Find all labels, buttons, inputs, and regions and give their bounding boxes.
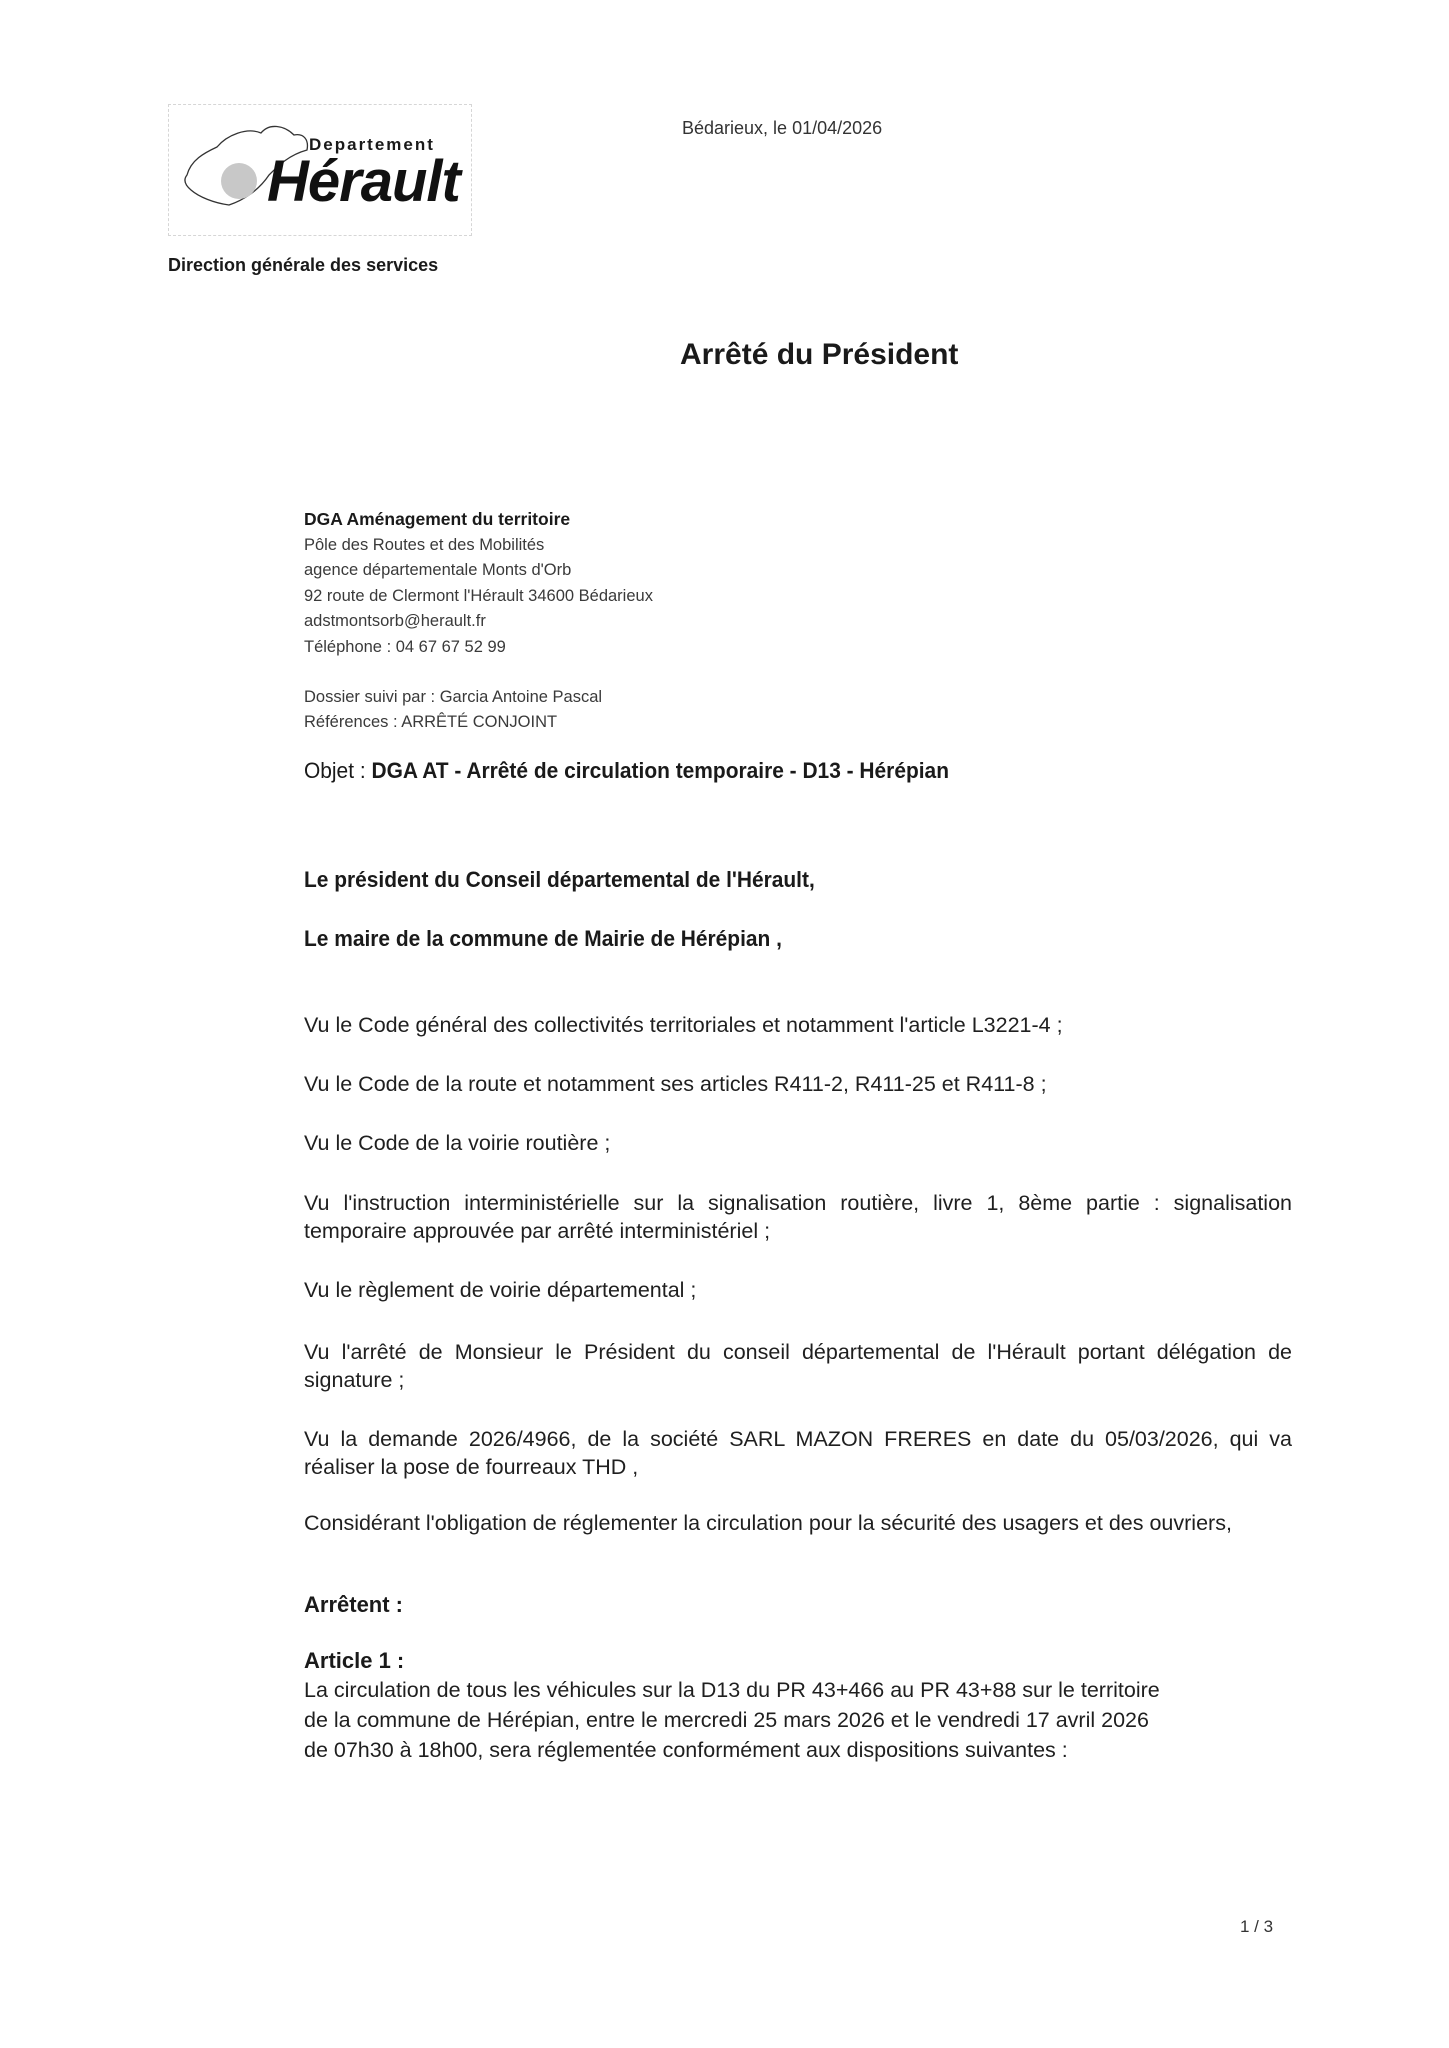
article-1-line: de la commune de Hérépian, entre le mercredi 25 mars 2026 et le vendredi 17 avril 2026: [304, 1708, 1149, 1732]
article-1-line: La circulation de tous les véhicules sur la D13 du PR 43+466 au PR 43+88 sur le territoire: [304, 1678, 1160, 1702]
visa-text: Vu le règlement de voirie départemental ;: [304, 1278, 697, 1302]
visa-paragraph: [304, 1070, 1292, 1098]
visa-text: Vu l'instruction interministérielle sur la signalisation routière, livre 1, 8ème partie : signalisation temporaire approuvée par arrêté interministériel ;: [304, 1191, 1292, 1243]
logo-name: Hérault: [267, 149, 460, 214]
visa-text: Vu le Code de la route et notamment ses articles R411-2, R411-25 et R411-8 ;: [304, 1072, 1047, 1096]
visa-paragraph: [304, 1425, 1292, 1481]
service-block: [304, 507, 653, 660]
visa-paragraph: [304, 1129, 1292, 1157]
objet-text: DGA AT - Arrêté de circulation temporaire - D13 - Hérépian: [371, 758, 949, 783]
visa-text: Vu le Code de la voirie routière ;: [304, 1131, 611, 1155]
authority-mayor: Le maire de la commune de Mairie de Hérépian ,: [304, 926, 782, 951]
dossier-follower: Dossier suivi par : Garcia Antoine Pascal: [304, 688, 603, 706]
considerant-paragraph: [304, 1509, 1292, 1537]
page-title: Arrêté du Président: [680, 338, 959, 371]
considerant-text: Considérant l'obligation de réglementer la circulation pour la sécurité des usagers et des ouvriers,: [304, 1511, 1232, 1535]
visa-paragraph: [304, 1338, 1292, 1394]
arretent-heading: Arrêtent :: [304, 1592, 404, 1617]
visa-text: Vu la demande 2026/4966, de la société SARL MAZON FRERES en date du 05/03/2026, qui va réaliser la pose de fourreaux THD ,: [304, 1427, 1292, 1479]
service-line: Pôle des Routes et des Mobilités: [304, 535, 545, 554]
visa-paragraph: [304, 1189, 1292, 1245]
objet-line: [304, 758, 949, 784]
article-1-line: de 07h30 à 18h00, sera réglementée conformément aux dispositions suivantes :: [304, 1738, 1068, 1762]
visa-text: Vu l'arrêté de Monsieur le Président du conseil départemental de l'Hérault portant délégation de signature ;: [304, 1340, 1292, 1392]
visa-paragraph: [304, 1011, 1292, 1039]
service-name: DGA Aménagement du territoire: [304, 509, 571, 529]
logo-department-word: Departement: [309, 135, 435, 154]
service-phone: Téléphone : 04 67 67 52 99: [304, 637, 506, 656]
date-line: Bédarieux, le 01/04/2026: [682, 118, 883, 138]
service-line: agence départementale Monts d'Orb: [304, 561, 572, 579]
visa-paragraph: [304, 1276, 1292, 1304]
article-1-title: Article 1 :: [304, 1648, 405, 1673]
page-number: 1 / 3: [1240, 1917, 1274, 1936]
service-email: adstmontsorb@herault.fr: [304, 612, 486, 630]
visa-text: Vu le Code général des collectivités territoriales et notamment l'article L3221-4 ;: [304, 1013, 1063, 1037]
article-1-body: [304, 1675, 1284, 1765]
authority-president: Le président du Conseil départemental de l'Hérault,: [304, 867, 815, 892]
herault-logo: [168, 104, 472, 236]
dossier-block: [304, 685, 602, 735]
service-address: 92 route de Clermont l'Hérault 34600 Bédarieux: [304, 586, 653, 605]
references: Références : ARRÊTÉ CONJOINT: [304, 713, 558, 731]
direction-label: Direction générale des services: [168, 255, 439, 275]
objet-label: Objet :: [304, 758, 366, 783]
